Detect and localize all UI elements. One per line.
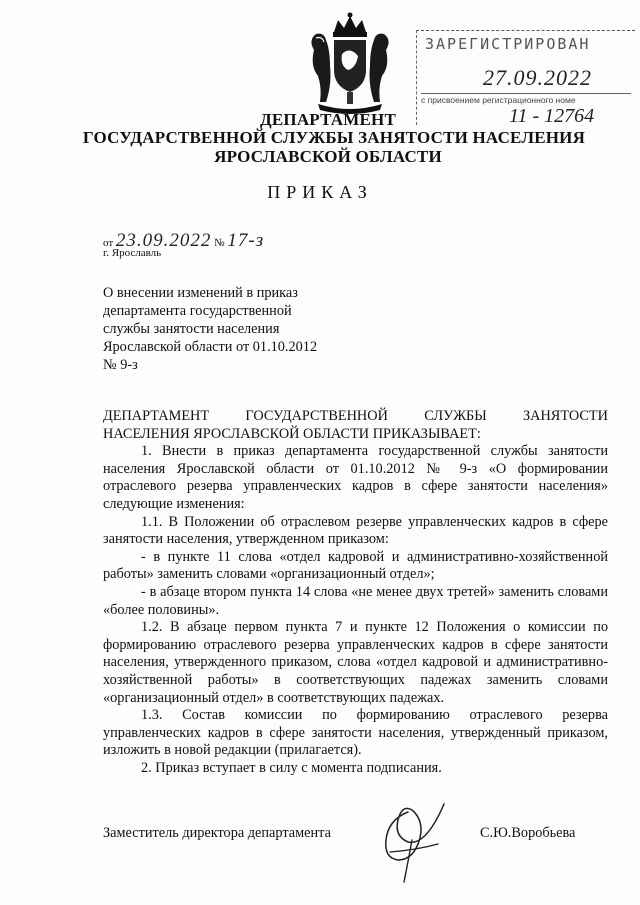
subject-line: службы занятости населения	[103, 321, 280, 337]
paragraph-1-2: 1.2. В абзаце первом пункта 7 и пункте 12 Положения о комиссии по формированию отраслевого резерва управленческих кадров в сфере занятости населения, утвержденного приказом, слова «отдел кадровой и административно-хозяйственной работы» в соответствующих падежах заменить словами «организационный отдел» в соответствующих падежах.	[103, 619, 608, 706]
order-date: 23.09.2022	[115, 230, 212, 251]
stamp-date: 27.09.2022	[483, 65, 592, 90]
subject-line: О внесении изменений в приказ	[103, 285, 298, 301]
department-title-line2: ГОСУДАРСТВЕННОЙ СЛУЖБЫ ЗАНЯТОСТИ НАСЕЛЕНИЯ	[82, 128, 586, 147]
stamp-divider	[421, 93, 631, 94]
signatory-role: Заместитель директора департамента	[103, 825, 331, 841]
paragraph-1: 1. Внести в приказ департамента государственной службы занятости населения Ярославской области от 01.10.2012 № 9-з «О формировании отраслевого резерва управленческих кадров в сфере занятости населения» следующие изменения:	[103, 443, 608, 512]
number-prefix: №	[214, 237, 225, 249]
intro-word: ГОСУДАРСТВЕННОЙ	[245, 408, 388, 424]
order-subject	[103, 284, 373, 374]
order-city: г. Ярославль	[103, 247, 162, 259]
subject-line: № 9-з	[103, 357, 138, 373]
paragraph-1-1-a: - в пункте 11 слова «отдел кадровой и административно-хозяйственной работы» заменить словами «организационный отдел»;	[103, 548, 608, 583]
stamp-title: ЗАРЕГИСТРИРОВАН	[425, 35, 591, 53]
order-body	[103, 408, 608, 777]
order-number: 17-з	[227, 230, 265, 251]
subject-line: Ярославской области от 01.10.2012	[103, 339, 318, 355]
paragraph-2: 2. Приказ вступает в силу с момента подписания.	[141, 759, 442, 776]
intro-word: ДЕПАРТАМЕНТ	[103, 408, 210, 424]
department-title-line1: ДЕПАРТАМЕНТ	[259, 110, 397, 129]
yaroslavl-coat-of-arms-icon	[300, 10, 400, 118]
paragraph-1-1-b: - в абзаце втором пункта 14 слова «не менее двух третей» заменить словами «более половины».	[103, 583, 608, 618]
paragraph-1-3: 1.3. Состав комиссии по формированию отраслевого резерва управленческих кадров в сфере занятости населения, утвержденный приказом, изложить в новой редакции (прилагается).	[103, 707, 608, 759]
department-title-line3: ЯРОСЛАВСКОЙ ОБЛАСТИ	[214, 147, 442, 166]
document-type: ПРИКАЗ	[267, 182, 373, 202]
stamp-registration-number: 11 - 12764	[509, 105, 595, 127]
stamp-note: с присвоением регистрационного номе	[421, 95, 576, 105]
subject-line: департамента государственной	[103, 303, 292, 319]
intro-word: ЗАНЯТОСТИ	[523, 408, 608, 424]
paragraph-1-1: 1.1. В Положении об отраслевом резерве управленческих кадров в сфере занятости населения, утвержденном приказом:	[103, 513, 608, 548]
order-intro	[103, 408, 608, 443]
intro-word: СЛУЖБЫ	[424, 408, 487, 424]
intro-line2: НАСЕЛЕНИЯ ЯРОСЛАВСКОЙ ОБЛАСТИ ПРИКАЗЫВАЕТ:	[103, 425, 481, 442]
handwritten-signature-icon	[368, 790, 452, 886]
date-prefix: от	[103, 237, 114, 249]
signatory-name: С.Ю.Воробьева	[480, 825, 576, 841]
